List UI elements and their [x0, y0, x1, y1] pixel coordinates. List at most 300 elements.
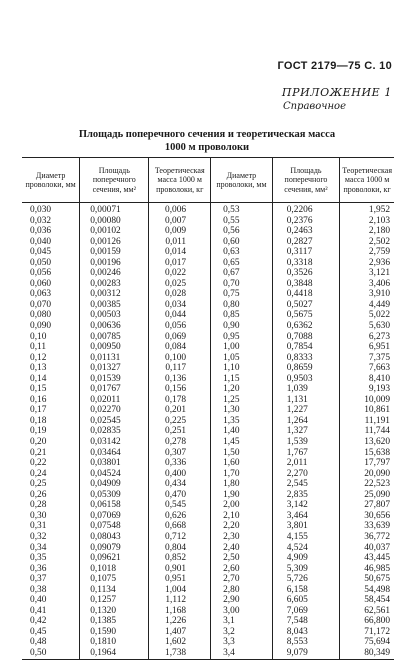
area-cell: 0,03142	[80, 437, 149, 448]
table-row	[22, 595, 394, 606]
mass-cell: 0,156	[149, 384, 211, 395]
diameter-cell: 1,70	[211, 469, 273, 480]
mass-cell: 1,226	[149, 616, 211, 627]
diameter-cell: 1,40	[211, 426, 273, 437]
diameter-cell: 2,90	[211, 595, 273, 606]
diameter-cell: 0,45	[30, 626, 47, 637]
table-row	[22, 363, 394, 374]
area-cell: 0,00102	[80, 226, 149, 237]
mass-cell: 0,017	[149, 258, 211, 269]
header-row	[22, 158, 394, 203]
diameter-cell: 1,05	[211, 353, 273, 364]
mass-cell: 3,121	[340, 268, 394, 279]
mass-cell: 17,797	[340, 458, 394, 469]
mass-cell: 3,406	[340, 279, 394, 290]
diameter-cell: 0,11	[30, 342, 47, 353]
table-row	[22, 247, 394, 258]
diameter-cell: 0,67	[211, 268, 273, 279]
diameter-cell: 0,90	[211, 321, 273, 332]
table-row	[22, 648, 394, 659]
table-row	[22, 500, 394, 511]
diameter-cell: 0,030	[30, 205, 52, 215]
mass-cell: 75,694	[340, 637, 394, 648]
area-cell: 0,03801	[80, 458, 149, 469]
appendix-title: ПРИЛОЖЕНИЕ 1	[281, 86, 392, 99]
mass-cell: 58,454	[340, 595, 394, 606]
area-cell: 1,327	[272, 426, 339, 437]
table-row	[22, 479, 394, 490]
column-header-diameter-1: Диаметр проволоки, мм	[22, 158, 80, 203]
area-cell: 0,1018	[80, 564, 149, 575]
diameter-cell: 0,050	[30, 257, 52, 268]
area-cell: 0,00159	[80, 247, 149, 258]
mass-cell: 11,191	[340, 416, 394, 427]
mass-cell: 25,090	[340, 490, 394, 501]
table-row	[22, 616, 394, 627]
diameter-cell: 0,12	[30, 352, 47, 363]
area-cell: 0,08043	[80, 532, 149, 543]
table-row	[22, 332, 394, 343]
mass-cell: 0,009	[149, 226, 211, 237]
area-cell: 0,5675	[272, 310, 339, 321]
diameter-cell: 2,80	[211, 585, 273, 596]
mass-cell: 0,022	[149, 268, 211, 279]
table-row	[22, 374, 394, 385]
diameter-cell: 0,55	[211, 216, 273, 227]
area-cell: 0,06158	[80, 500, 149, 511]
area-cell: 0,2463	[272, 226, 339, 237]
diameter-cell: 0,60	[211, 237, 273, 248]
diameter-cell: 0,95	[211, 332, 273, 343]
table-row	[22, 237, 394, 248]
diameter-cell: 0,36	[30, 563, 47, 574]
mass-cell: 6,273	[340, 332, 394, 343]
table-row	[22, 564, 394, 575]
table-row	[22, 384, 394, 395]
diameter-cell: 0,40	[30, 595, 47, 606]
area-cell: 0,00503	[80, 310, 149, 321]
diameter-cell: 0,045	[30, 247, 52, 258]
area-cell: 0,02545	[80, 416, 149, 427]
mass-cell: 0,336	[149, 458, 211, 469]
mass-cell: 0,545	[149, 500, 211, 511]
mass-cell: 54,498	[340, 585, 394, 596]
mass-cell: 0,028	[149, 289, 211, 300]
diameter-cell: 3,1	[211, 616, 273, 627]
diameter-cell: 0,25	[30, 479, 47, 490]
mass-cell: 71,172	[340, 627, 394, 638]
diameter-cell: 1,20	[211, 384, 273, 395]
diameter-cell: 1,90	[211, 490, 273, 501]
table-row	[22, 606, 394, 617]
diameter-cell: 0,24	[30, 468, 47, 479]
table-row	[22, 300, 394, 311]
diameter-cell: 2,20	[211, 521, 273, 532]
area-cell: 5,309	[272, 564, 339, 575]
diameter-cell: 2,40	[211, 543, 273, 554]
table-row	[22, 511, 394, 522]
diameter-cell: 2,00	[211, 500, 273, 511]
area-cell: 2,011	[272, 458, 339, 469]
mass-cell: 33,639	[340, 521, 394, 532]
area-cell: 0,00785	[80, 332, 149, 343]
diameter-cell: 0,34	[30, 542, 47, 553]
diameter-cell: 0,53	[211, 203, 273, 216]
mass-cell: 8,410	[340, 374, 394, 385]
mass-cell: 0,006	[149, 203, 211, 216]
area-cell: 0,7088	[272, 332, 339, 343]
area-cell: 0,3318	[272, 258, 339, 269]
mass-cell: 0,007	[149, 216, 211, 227]
diameter-cell: 0,21	[30, 447, 47, 458]
area-cell: 3,801	[272, 521, 339, 532]
mass-cell: 1,112	[149, 595, 211, 606]
area-cell: 0,4418	[272, 289, 339, 300]
mass-cell: 0,136	[149, 374, 211, 385]
mass-cell: 3,910	[340, 289, 394, 300]
diameter-cell: 1,80	[211, 479, 273, 490]
area-cell: 0,00950	[80, 342, 149, 353]
area-cell: 0,01327	[80, 363, 149, 374]
table-row	[22, 353, 394, 364]
diameter-cell: 0,30	[30, 510, 47, 521]
mass-cell: 0,025	[149, 279, 211, 290]
column-header-mass-1: Теоретическая масса 1000 м проволоки, кг	[149, 158, 211, 203]
table-row	[22, 490, 394, 501]
appendix-type: Справочное	[282, 101, 346, 112]
diameter-cell: 0,32	[30, 531, 47, 542]
area-cell: 0,1257	[80, 595, 149, 606]
mass-cell: 0,044	[149, 310, 211, 321]
diameter-cell: 0,22	[30, 458, 47, 469]
area-cell: 0,9503	[272, 374, 339, 385]
diameter-cell: 0,090	[30, 321, 52, 332]
diameter-cell: 1,30	[211, 405, 273, 416]
area-cell: 3,464	[272, 511, 339, 522]
mass-cell: 0,668	[149, 521, 211, 532]
table-row	[22, 342, 394, 353]
diameter-cell: 0,50	[22, 648, 80, 659]
diameter-cell: 0,48	[30, 637, 47, 648]
area-cell: 1,767	[272, 448, 339, 459]
mass-cell: 2,180	[340, 226, 394, 237]
document-reference: ГОСТ 2179—75 С. 10	[277, 60, 392, 72]
mass-cell: 46,985	[340, 564, 394, 575]
table-row	[22, 543, 394, 554]
diameter-cell: 0,056	[30, 268, 52, 279]
diameter-cell: 0,20	[30, 437, 47, 448]
table-row	[22, 585, 394, 596]
diameter-cell: 1,45	[211, 437, 273, 448]
diameter-cell: 1,15	[211, 374, 273, 385]
diameter-cell: 0,036	[30, 226, 52, 237]
mass-cell: 1,168	[149, 606, 211, 617]
mass-cell: 1,602	[149, 637, 211, 648]
diameter-cell: 0,070	[30, 299, 52, 310]
mass-cell: 43,445	[340, 553, 394, 564]
area-cell: 0,5027	[272, 300, 339, 311]
mass-cell: 4,449	[340, 300, 394, 311]
table-row	[22, 469, 394, 480]
diameter-cell: 0,15	[30, 384, 47, 395]
area-cell: 8,043	[272, 627, 339, 638]
diameter-cell: 0,26	[30, 489, 47, 500]
table-row	[22, 203, 394, 216]
area-cell: 3,142	[272, 500, 339, 511]
area-cell: 0,00636	[80, 321, 149, 332]
mass-cell: 22,523	[340, 479, 394, 490]
area-cell: 0,04524	[80, 469, 149, 480]
table-row	[22, 310, 394, 321]
area-cell: 0,09621	[80, 553, 149, 564]
table-row	[22, 448, 394, 459]
mass-cell: 0,225	[149, 416, 211, 427]
area-cell: 9,079	[272, 648, 339, 659]
area-cell: 0,01767	[80, 384, 149, 395]
area-cell: 0,07069	[80, 511, 149, 522]
diameter-cell: 0,70	[211, 279, 273, 290]
area-cell: 0,1320	[80, 606, 149, 617]
diameter-cell: 1,00	[211, 342, 273, 353]
area-cell: 0,6362	[272, 321, 339, 332]
table-row	[22, 395, 394, 406]
diameter-cell: 0,31	[30, 521, 47, 532]
mass-cell: 13,620	[340, 437, 394, 448]
diameter-cell: 0,17	[30, 405, 47, 416]
area-cell: 2,835	[272, 490, 339, 501]
table-body	[22, 203, 394, 660]
diameter-cell: 0,19	[30, 426, 47, 437]
mass-cell: 2,502	[340, 237, 394, 248]
mass-cell: 0,034	[149, 300, 211, 311]
area-cell: 0,01131	[80, 353, 149, 364]
wire-data-table	[22, 157, 394, 660]
diameter-cell: 0,63	[211, 247, 273, 258]
area-cell: 0,00283	[80, 279, 149, 290]
mass-cell: 5,630	[340, 321, 394, 332]
mass-cell: 0,251	[149, 426, 211, 437]
area-cell: 0,01539	[80, 374, 149, 385]
diameter-cell: 0,063	[30, 289, 52, 300]
area-cell: 4,909	[272, 553, 339, 564]
area-cell: 0,00071	[80, 203, 149, 216]
diameter-cell: 0,14	[30, 373, 47, 384]
diameter-cell: 2,60	[211, 564, 273, 575]
mass-cell: 0,307	[149, 448, 211, 459]
mass-cell: 0,278	[149, 437, 211, 448]
mass-cell: 0,014	[149, 247, 211, 258]
area-cell: 0,3848	[272, 279, 339, 290]
area-cell: 0,05309	[80, 490, 149, 501]
table-row	[22, 574, 394, 585]
diameter-cell: 3,00	[211, 606, 273, 617]
table-row	[22, 216, 394, 227]
mass-cell: 0,901	[149, 564, 211, 575]
mass-cell: 0,804	[149, 543, 211, 554]
table-header	[22, 158, 394, 203]
area-cell: 0,8333	[272, 353, 339, 364]
mass-cell: 1,407	[149, 627, 211, 638]
table-row	[22, 289, 394, 300]
mass-cell: 0,056	[149, 321, 211, 332]
mass-cell: 0,852	[149, 553, 211, 564]
diameter-cell: 0,80	[211, 300, 273, 311]
area-cell: 4,155	[272, 532, 339, 543]
diameter-cell: 0,032	[30, 215, 52, 226]
mass-cell: 10,861	[340, 405, 394, 416]
area-cell: 0,07548	[80, 521, 149, 532]
diameter-cell: 1,50	[211, 448, 273, 459]
caption-line-1: Площадь поперечного сечения и теоретическая масса	[78, 129, 336, 140]
diameter-cell: 0,16	[30, 394, 47, 405]
mass-cell: 6,951	[340, 342, 394, 353]
area-cell: 0,1134	[80, 585, 149, 596]
diameter-cell: 0,56	[211, 226, 273, 237]
area-cell: 0,02835	[80, 426, 149, 437]
area-cell: 5,726	[272, 574, 339, 585]
diameter-cell: 2,70	[211, 574, 273, 585]
mass-cell: 0,201	[149, 405, 211, 416]
column-header-diameter-2: Диаметр проволоки, мм	[211, 158, 273, 203]
area-cell: 0,03464	[80, 448, 149, 459]
diameter-cell: 0,080	[30, 310, 52, 321]
diameter-cell: 0,75	[211, 289, 273, 300]
diameter-cell: 0,28	[30, 500, 47, 511]
mass-cell: 0,069	[149, 332, 211, 343]
area-cell: 0,3117	[272, 247, 339, 258]
diameter-cell: 1,60	[211, 458, 273, 469]
area-cell: 0,7854	[272, 342, 339, 353]
mass-cell: 2,759	[340, 247, 394, 258]
mass-cell: 30,656	[340, 511, 394, 522]
caption-line-2: 1000 м проволоки	[164, 142, 250, 153]
table-row	[22, 426, 394, 437]
area-cell: 0,1075	[80, 574, 149, 585]
mass-cell: 0,434	[149, 479, 211, 490]
table-row	[22, 268, 394, 279]
area-cell: 2,545	[272, 479, 339, 490]
mass-cell: 50,675	[340, 574, 394, 585]
area-cell: 0,1590	[80, 627, 149, 638]
mass-cell: 0,470	[149, 490, 211, 501]
area-cell: 0,8659	[272, 363, 339, 374]
area-cell: 0,2376	[272, 216, 339, 227]
mass-cell: 1,738	[149, 648, 211, 659]
mass-cell: 0,117	[149, 363, 211, 374]
diameter-cell: 3,3	[211, 637, 273, 648]
mass-cell: 7,663	[340, 363, 394, 374]
mass-cell: 10,009	[340, 395, 394, 406]
area-cell: 0,00312	[80, 289, 149, 300]
table-row	[22, 321, 394, 332]
table-row	[22, 416, 394, 427]
area-cell: 0,09079	[80, 543, 149, 554]
area-cell: 0,2827	[272, 237, 339, 248]
mass-cell: 62,561	[340, 606, 394, 617]
area-cell: 0,02011	[80, 395, 149, 406]
area-cell: 0,04909	[80, 479, 149, 490]
area-cell: 7,069	[272, 606, 339, 617]
mass-cell: 5,022	[340, 310, 394, 321]
area-cell: 6,605	[272, 595, 339, 606]
diameter-cell: 0,13	[30, 363, 47, 374]
mass-cell: 27,807	[340, 500, 394, 511]
diameter-cell: 1,25	[211, 395, 273, 406]
mass-cell: 66,800	[340, 616, 394, 627]
area-cell: 7,548	[272, 616, 339, 627]
table-row	[22, 437, 394, 448]
area-cell: 1,264	[272, 416, 339, 427]
mass-cell: 0,951	[149, 574, 211, 585]
mass-cell: 80,349	[340, 648, 394, 659]
table-row	[22, 458, 394, 469]
mass-cell: 9,193	[340, 384, 394, 395]
mass-cell: 1,952	[340, 203, 394, 216]
area-cell: 4,524	[272, 543, 339, 554]
mass-cell: 2,936	[340, 258, 394, 269]
area-cell: 8,553	[272, 637, 339, 648]
area-cell: 0,02270	[80, 405, 149, 416]
area-cell: 1,539	[272, 437, 339, 448]
mass-cell: 15,638	[340, 448, 394, 459]
mass-cell: 20,090	[340, 469, 394, 480]
table-row	[22, 553, 394, 564]
diameter-cell: 0,18	[30, 415, 47, 426]
area-cell: 0,00126	[80, 237, 149, 248]
area-cell: 2,270	[272, 469, 339, 480]
table-row	[22, 521, 394, 532]
area-cell: 1,227	[272, 405, 339, 416]
mass-cell: 2,103	[340, 216, 394, 227]
table-row	[22, 258, 394, 269]
diameter-cell: 1,35	[211, 416, 273, 427]
mass-cell: 0,100	[149, 353, 211, 364]
table-row	[22, 627, 394, 638]
table-row	[22, 637, 394, 648]
diameter-cell: 0,42	[30, 616, 47, 627]
diameter-cell: 0,35	[30, 553, 47, 564]
diameter-cell: 0,060	[30, 278, 52, 289]
mass-cell: 0,712	[149, 532, 211, 543]
mass-cell: 11,744	[340, 426, 394, 437]
column-header-mass-2: Теоретическая масса 1000 м проволоки, кг	[340, 158, 394, 203]
area-cell: 0,00196	[80, 258, 149, 269]
diameter-cell: 2,10	[211, 511, 273, 522]
area-cell: 0,3526	[272, 268, 339, 279]
diameter-cell: 2,50	[211, 553, 273, 564]
diameter-cell: 0,040	[30, 236, 52, 247]
area-cell: 0,1385	[80, 616, 149, 627]
area-cell: 0,00385	[80, 300, 149, 311]
column-header-area-1: Площадь поперечного сечения, мм²	[80, 158, 149, 203]
table-caption	[0, 128, 414, 154]
mass-cell: 0,400	[149, 469, 211, 480]
area-cell: 1,039	[272, 384, 339, 395]
table-row	[22, 532, 394, 543]
diameter-cell: 0,10	[30, 331, 47, 342]
mass-cell: 0,084	[149, 342, 211, 353]
mass-cell: 1,004	[149, 585, 211, 596]
diameter-cell: 1,10	[211, 363, 273, 374]
diameter-cell: 0,38	[30, 584, 47, 595]
area-cell: 0,1964	[80, 648, 149, 659]
area-cell: 1,131	[272, 395, 339, 406]
area-cell: 0,2206	[272, 203, 339, 216]
mass-cell: 0,178	[149, 395, 211, 406]
mass-cell: 40,037	[340, 543, 394, 554]
area-cell: 0,00246	[80, 268, 149, 279]
mass-cell: 0,011	[149, 237, 211, 248]
